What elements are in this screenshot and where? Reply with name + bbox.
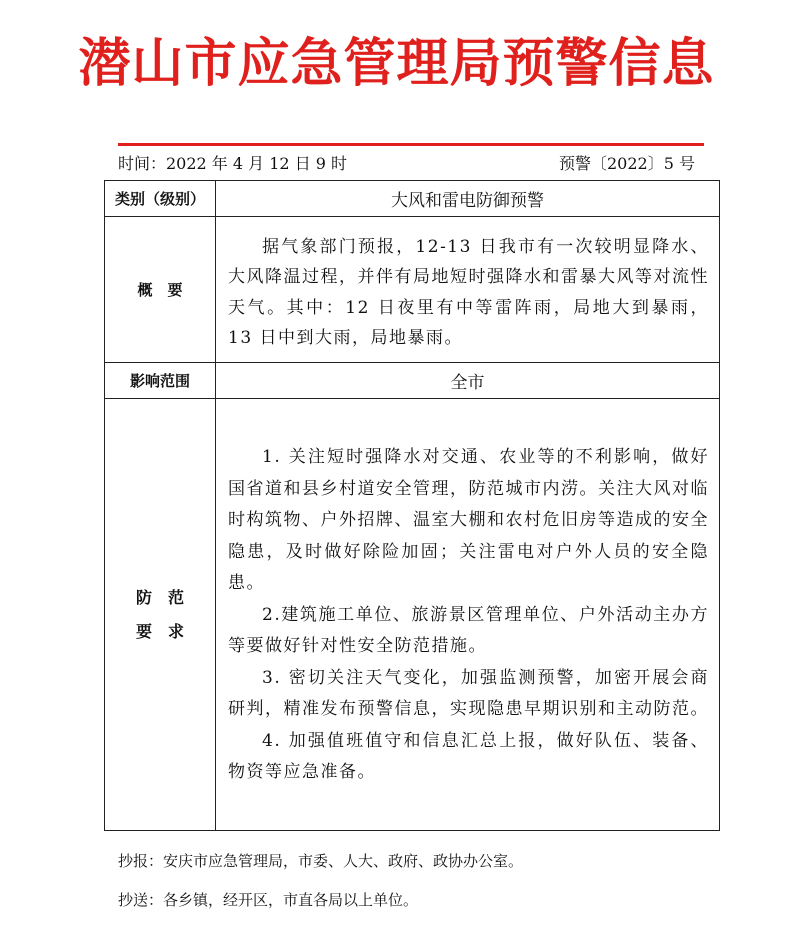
document-title: 潜山市应急管理局预警信息 bbox=[78, 33, 715, 94]
report-to-line: 抄报：安庆市应急管理局，市委、人大、政府、政协办公室。 bbox=[118, 852, 524, 870]
scope-value: 全市 bbox=[216, 363, 720, 399]
warning-table bbox=[104, 180, 720, 831]
summary-cell bbox=[216, 217, 720, 363]
category-row bbox=[105, 181, 720, 217]
category-value: 大风和雷电防御预警 bbox=[216, 181, 720, 217]
category-label: 类别（级别） bbox=[105, 181, 216, 217]
requirements-label bbox=[105, 399, 216, 831]
document-number: 预警〔2022〕5 号 bbox=[559, 154, 695, 173]
requirement-item: 3. 密切关注天气变化，加强监测预警，加密开展会商研判，精准发布预警信息，实现隐患早期识别和主动防范。 bbox=[228, 667, 709, 720]
requirements-row bbox=[105, 399, 720, 831]
requirements-cell bbox=[216, 399, 720, 831]
requirement-item: 2.建筑施工单位、旅游景区管理单位、户外活动主办方等要做好针对性安全防范措施。 bbox=[228, 604, 709, 657]
requirement-item: 4. 加强值班值守和信息汇总上报，做好队伍、装备、物资等应急准备。 bbox=[228, 730, 709, 783]
summary-text: 据气象部门预报，12-13 日我市有一次较明显降水、大风降温过程，并伴有局地短时强降水和雷暴大风等对流性天气。其中：12 日夜里有中等雷阵雨，局地大到暴雨，13 日中到大雨，局地暴雨。 bbox=[228, 236, 709, 348]
summary-label: 概 要 bbox=[105, 217, 216, 363]
red-divider bbox=[118, 143, 704, 146]
requirements-list bbox=[216, 432, 719, 797]
summary-row bbox=[105, 217, 720, 363]
requirements-label-line2: 要 求 bbox=[135, 621, 184, 641]
scope-label: 影响范围 bbox=[105, 363, 216, 399]
requirement-item: 1. 关注短时强降水对交通、农业等的不利影响，做好国省道和县乡村道安全管理，防范城市内涝。关注大风对临时构筑物、户外招牌、温室大棚和农村危旧房等造成的安全隐患，及时做好除险加固；关注雷电对户外人员的安全隐患。 bbox=[228, 447, 709, 594]
scope-row bbox=[105, 363, 720, 399]
send-to-line: 抄送：各乡镇，经开区，市直各局以上单位。 bbox=[118, 891, 419, 909]
issue-time: 时间：2022 年 4 月 12 日 9 时 bbox=[118, 154, 348, 173]
requirements-label-line1: 防 范 bbox=[135, 587, 184, 607]
